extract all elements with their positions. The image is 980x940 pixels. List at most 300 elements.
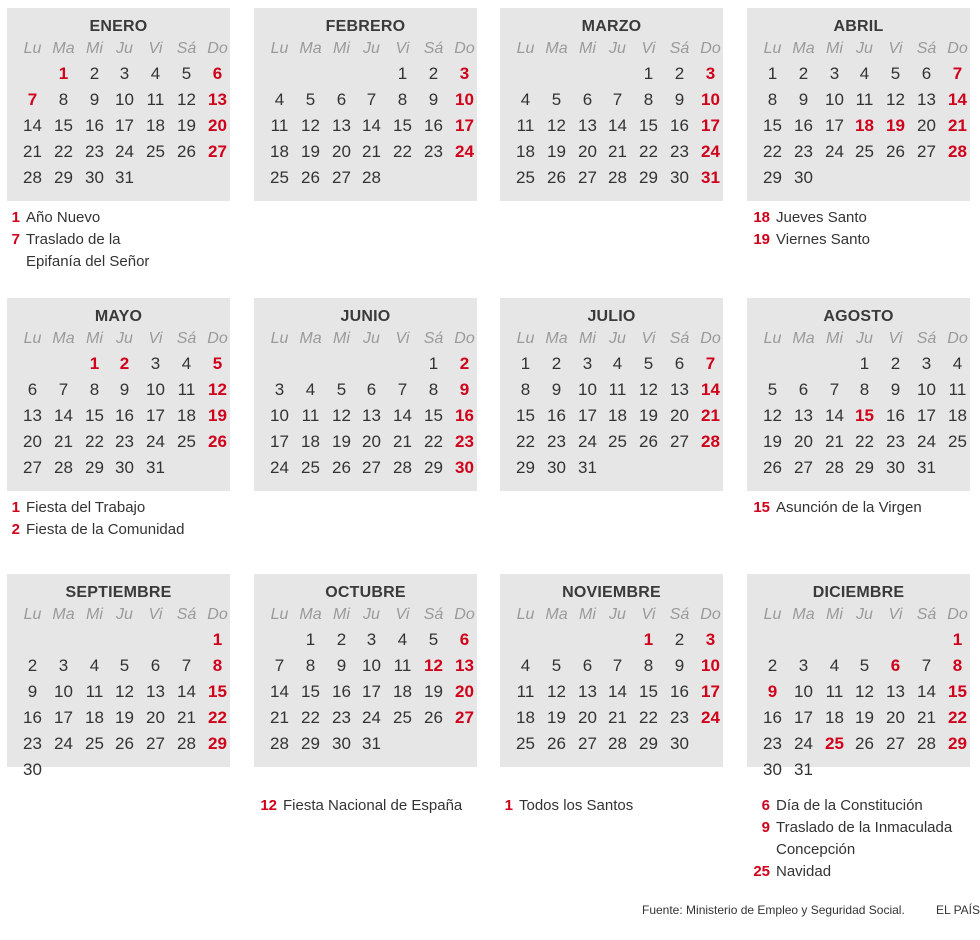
day: 8 (859, 380, 870, 399)
day: 25 (146, 142, 165, 161)
day: 9 (89, 90, 100, 109)
day: 26 (886, 142, 905, 161)
day: 8 (643, 90, 654, 109)
weekday-label: Lu (763, 606, 782, 623)
holiday-day: 29 (208, 734, 227, 753)
holiday-day: 2 (119, 354, 130, 373)
day: 9 (551, 380, 562, 399)
weekday-label: Do (454, 40, 475, 57)
weekday-label: Ma (792, 606, 815, 623)
day: 26 (301, 168, 320, 187)
day: 15 (301, 682, 320, 701)
holiday-day: 8 (952, 656, 963, 675)
day: 20 (23, 432, 42, 451)
day: 29 (424, 458, 443, 477)
holiday-legend (503, 795, 633, 817)
legend-text-line: Año Nuevo (26, 209, 101, 226)
weekday-label: Ju (116, 40, 133, 57)
day: 1 (520, 354, 531, 373)
day: 26 (332, 458, 351, 477)
holiday-day: 3 (705, 64, 716, 83)
holiday-day: 21 (948, 116, 967, 135)
day: 17 (578, 406, 597, 425)
day: 4 (612, 354, 623, 373)
day: 11 (177, 380, 196, 399)
day: 5 (890, 64, 901, 83)
legend-text-line: Traslado de la Inmaculada (776, 819, 953, 836)
holiday-day: 10 (701, 656, 720, 675)
holiday-day: 14 (701, 380, 720, 399)
day: 31 (362, 734, 381, 753)
holiday-day: 26 (208, 432, 227, 451)
day: 25 (855, 142, 874, 161)
day: 1 (767, 64, 778, 83)
day: 1 (859, 354, 870, 373)
day: 23 (332, 708, 351, 727)
legend-text-line: Fiesta Nacional de España (283, 797, 463, 814)
weekday-label: Ma (792, 330, 815, 347)
legend-text (776, 229, 870, 251)
day: 11 (146, 90, 165, 109)
day: 11 (301, 406, 320, 425)
day: 12 (547, 116, 566, 135)
day: 13 (670, 380, 689, 399)
holiday-day: 28 (948, 142, 967, 161)
day: 15 (54, 116, 73, 135)
month-title: ABRIL (833, 18, 884, 35)
holiday-legend (750, 497, 922, 519)
day: 4 (305, 380, 316, 399)
weekday-label: Do (947, 330, 968, 347)
day: 16 (115, 406, 134, 425)
weekday-label: Sá (176, 330, 197, 347)
holiday-day: 24 (701, 142, 720, 161)
day: 11 (855, 90, 874, 109)
weekday-label: Ma (299, 330, 322, 347)
holiday-day: 14 (948, 90, 967, 109)
legend-text-line: Fiesta de la Comunidad (26, 521, 185, 538)
day: 31 (578, 458, 597, 477)
day: 16 (85, 116, 104, 135)
day: 25 (516, 168, 535, 187)
weekday-label: Ju (116, 330, 133, 347)
weekday-label: Vi (148, 40, 163, 57)
legend-text-line: Asunción de la Virgen (776, 499, 922, 516)
day: 19 (301, 142, 320, 161)
day: 25 (270, 168, 289, 187)
day: 8 (428, 380, 439, 399)
weekday-label: Sá (176, 40, 197, 57)
day: 5 (181, 64, 192, 83)
day: 12 (115, 682, 134, 701)
day: 19 (115, 708, 134, 727)
day: 18 (516, 708, 535, 727)
holiday-day: 21 (701, 406, 720, 425)
day: 17 (270, 432, 289, 451)
legend-text-line: Fiesta del Trabajo (26, 499, 146, 516)
month-julio (500, 298, 723, 491)
month-agosto (747, 298, 970, 491)
day: 2 (767, 656, 778, 675)
legend-day-number: 1 (11, 499, 20, 516)
day: 25 (85, 734, 104, 753)
day: 9 (27, 682, 38, 701)
holiday-day: 7 (705, 354, 716, 373)
day: 6 (674, 354, 685, 373)
weekday-label: Ma (52, 40, 75, 57)
day: 13 (332, 116, 351, 135)
weekday-label: Sá (916, 606, 937, 623)
day: 16 (332, 682, 351, 701)
legend-day-number: 6 (761, 797, 770, 814)
day: 2 (798, 64, 809, 83)
day: 29 (85, 458, 104, 477)
day: 6 (798, 380, 809, 399)
day: 27 (670, 432, 689, 451)
holiday-day: 20 (455, 682, 474, 701)
holiday-day: 25 (825, 734, 844, 753)
weekday-label: Sá (176, 606, 197, 623)
day: 14 (23, 116, 42, 135)
legend-text-line: Jueves Santo (776, 209, 867, 226)
day: 26 (855, 734, 874, 753)
day: 26 (115, 734, 134, 753)
day: 26 (547, 168, 566, 187)
weekday-label: Sá (423, 330, 444, 347)
legend-day-number: 1 (504, 797, 513, 814)
day: 24 (362, 708, 381, 727)
day: 13 (362, 406, 381, 425)
legend-item (750, 229, 870, 251)
day: 24 (825, 142, 844, 161)
legend-item (10, 519, 184, 541)
weekday-label: Vi (888, 40, 903, 57)
day: 8 (767, 90, 778, 109)
holiday-day: 1 (952, 630, 963, 649)
day: 5 (551, 90, 562, 109)
weekday-label: Do (700, 40, 721, 57)
day: 13 (23, 406, 42, 425)
day: 21 (608, 708, 627, 727)
day: 5 (305, 90, 316, 109)
day: 27 (794, 458, 813, 477)
holiday-day: 22 (208, 708, 227, 727)
day: 2 (336, 630, 347, 649)
day: 7 (829, 380, 840, 399)
day: 19 (547, 142, 566, 161)
day: 7 (612, 90, 623, 109)
weekday-label: Vi (148, 606, 163, 623)
day: 30 (886, 458, 905, 477)
day: 23 (886, 432, 905, 451)
holiday-day: 31 (701, 168, 720, 187)
weekday-label: Sá (423, 40, 444, 57)
day: 31 (794, 760, 813, 779)
day: 3 (366, 630, 377, 649)
day: 24 (115, 142, 134, 161)
holiday-day: 13 (455, 656, 474, 675)
legend-day-number: 15 (753, 499, 770, 516)
day: 28 (825, 458, 844, 477)
weekday-label: Mi (579, 40, 596, 57)
day: 28 (177, 734, 196, 753)
weekday-label: Do (207, 606, 228, 623)
day: 16 (670, 682, 689, 701)
day: 10 (578, 380, 597, 399)
month-title: OCTUBRE (325, 584, 406, 601)
day: 14 (608, 682, 627, 701)
day: 2 (674, 64, 685, 83)
weekday-label: Ma (299, 606, 322, 623)
weekday-label: Ma (545, 40, 568, 57)
holiday-legend (257, 795, 462, 817)
legend-text (26, 519, 184, 541)
day: 17 (54, 708, 73, 727)
day: 19 (177, 116, 196, 135)
day: 7 (921, 656, 932, 675)
day: 6 (366, 380, 377, 399)
day: 31 (917, 458, 936, 477)
day: 5 (428, 630, 439, 649)
month-mayo (7, 298, 230, 491)
holiday-legend (10, 207, 149, 273)
legend-text-line: Día de la Constitución (776, 797, 923, 814)
weekday-label: Vi (395, 606, 410, 623)
month-marzo (500, 8, 723, 201)
day: 12 (855, 682, 874, 701)
month-title: JULIO (587, 308, 636, 325)
legend-text-line: Traslado de la (26, 231, 121, 248)
legend-text (26, 207, 100, 229)
legend-item (750, 861, 952, 883)
weekday-label: Do (207, 40, 228, 57)
holiday-day: 7 (952, 64, 963, 83)
month-title: NOVIEMBRE (562, 584, 661, 601)
weekday-label: Do (947, 606, 968, 623)
day: 5 (336, 380, 347, 399)
holiday-day: 20 (208, 116, 227, 135)
day: 4 (181, 354, 192, 373)
day: 2 (89, 64, 100, 83)
day: 17 (115, 116, 134, 135)
legend-item (10, 229, 149, 273)
day: 30 (85, 168, 104, 187)
day: 2 (674, 630, 685, 649)
day: 17 (794, 708, 813, 727)
day: 8 (305, 656, 316, 675)
month-title: MARZO (581, 18, 642, 35)
weekday-label: Ju (116, 606, 133, 623)
holiday-day: 27 (208, 142, 227, 161)
legend-text (26, 497, 145, 519)
day: 15 (393, 116, 412, 135)
weekday-label: Do (700, 606, 721, 623)
month-diciembre (747, 574, 970, 779)
day: 21 (393, 432, 412, 451)
holiday-day: 9 (459, 380, 470, 399)
day: 30 (332, 734, 351, 753)
month-octubre (254, 574, 477, 767)
day: 21 (54, 432, 73, 451)
day: 21 (177, 708, 196, 727)
day: 30 (794, 168, 813, 187)
day: 10 (825, 90, 844, 109)
day: 27 (578, 168, 597, 187)
holiday-day: 28 (701, 432, 720, 451)
weekday-label: Ju (363, 606, 380, 623)
day: 8 (520, 380, 531, 399)
legend-text (776, 861, 831, 883)
day: 28 (270, 734, 289, 753)
day: 6 (582, 656, 593, 675)
legend-text-line: Viernes Santo (776, 231, 870, 248)
weekday-label: Mi (333, 330, 350, 347)
day: 10 (794, 682, 813, 701)
legend-day-number: 9 (761, 819, 770, 836)
day: 12 (547, 682, 566, 701)
day: 10 (362, 656, 381, 675)
day: 18 (516, 142, 535, 161)
day: 1 (397, 64, 408, 83)
day: 25 (516, 734, 535, 753)
day: 23 (23, 734, 42, 753)
weekday-label: Lu (516, 606, 535, 623)
day: 5 (767, 380, 778, 399)
weekday-label: Mi (579, 330, 596, 347)
weekday-label: Vi (888, 606, 903, 623)
weekday-label: Mi (826, 40, 843, 57)
weekday-label: Lu (270, 330, 289, 347)
day: 16 (23, 708, 42, 727)
day: 3 (798, 656, 809, 675)
legend-item (750, 497, 922, 519)
day: 4 (859, 64, 870, 83)
day: 22 (301, 708, 320, 727)
day: 2 (890, 354, 901, 373)
day: 14 (825, 406, 844, 425)
month-title: AGOSTO (823, 308, 894, 325)
day: 25 (948, 432, 967, 451)
brand-label: EL PAÍS (936, 903, 980, 917)
legend-text-line: Navidad (776, 863, 832, 880)
day: 21 (362, 142, 381, 161)
day: 2 (428, 64, 439, 83)
legend-item (503, 795, 633, 817)
day: 22 (54, 142, 73, 161)
day: 30 (23, 760, 42, 779)
day: 4 (952, 354, 963, 373)
weekday-label: Lu (23, 606, 42, 623)
holiday-day: 7 (27, 90, 38, 109)
day: 9 (336, 656, 347, 675)
holiday-day: 6 (459, 630, 470, 649)
day: 11 (825, 682, 844, 701)
day: 8 (643, 656, 654, 675)
day: 19 (639, 406, 658, 425)
day: 21 (608, 142, 627, 161)
weekday-label: Ju (609, 40, 626, 57)
holiday-day: 5 (212, 354, 223, 373)
holiday-day: 30 (455, 458, 474, 477)
day: 23 (794, 142, 813, 161)
day: 20 (146, 708, 165, 727)
day: 15 (516, 406, 535, 425)
weekday-label: Ju (856, 40, 873, 57)
weekday-label: Ju (363, 330, 380, 347)
day: 27 (886, 734, 905, 753)
legend-item (750, 817, 952, 861)
day: 6 (582, 90, 593, 109)
day: 10 (54, 682, 73, 701)
day: 20 (917, 116, 936, 135)
day: 24 (578, 432, 597, 451)
day: 14 (54, 406, 73, 425)
holiday-day: 1 (212, 630, 223, 649)
legend-text-line: Todos los Santos (519, 797, 634, 814)
month-septiembre (7, 574, 230, 779)
weekday-label: Mi (86, 606, 103, 623)
day: 30 (763, 760, 782, 779)
weekday-label: Do (207, 330, 228, 347)
day: 14 (608, 116, 627, 135)
holiday-day: 10 (455, 90, 474, 109)
day: 20 (794, 432, 813, 451)
day: 27 (362, 458, 381, 477)
day: 8 (397, 90, 408, 109)
weekday-label: Lu (516, 40, 535, 57)
day: 28 (393, 458, 412, 477)
weekday-label: Sá (669, 40, 690, 57)
day: 21 (23, 142, 42, 161)
holiday-day: 16 (455, 406, 474, 425)
weekday-label: Ma (545, 330, 568, 347)
day: 22 (855, 432, 874, 451)
day: 23 (670, 708, 689, 727)
day: 15 (763, 116, 782, 135)
weekday-label: Ma (545, 606, 568, 623)
weekday-label: Vi (641, 606, 656, 623)
legend-day-number: 2 (11, 521, 20, 538)
month-title: MAYO (94, 308, 143, 325)
day: 29 (639, 168, 658, 187)
day: 20 (332, 142, 351, 161)
month-title: SEPTIEMBRE (65, 584, 172, 601)
weekday-label: Ma (792, 40, 815, 57)
day: 24 (794, 734, 813, 753)
legend-day-number: 1 (11, 209, 20, 226)
day: 29 (763, 168, 782, 187)
legend-text-line: Concepción (776, 841, 856, 858)
day: 15 (424, 406, 443, 425)
day: 23 (670, 142, 689, 161)
weekday-label: Vi (395, 40, 410, 57)
day: 13 (146, 682, 165, 701)
day: 11 (948, 380, 967, 399)
weekday-label: Vi (395, 330, 410, 347)
day: 20 (578, 708, 597, 727)
day: 23 (115, 432, 134, 451)
day: 14 (917, 682, 936, 701)
day: 22 (639, 708, 658, 727)
legend-day-number: 25 (753, 863, 770, 880)
holiday-legend (750, 795, 952, 883)
day: 27 (146, 734, 165, 753)
month-febrero (254, 8, 477, 201)
day: 3 (829, 64, 840, 83)
weekday-label: Lu (763, 330, 782, 347)
day: 26 (424, 708, 443, 727)
holiday-day: 8 (212, 656, 223, 675)
